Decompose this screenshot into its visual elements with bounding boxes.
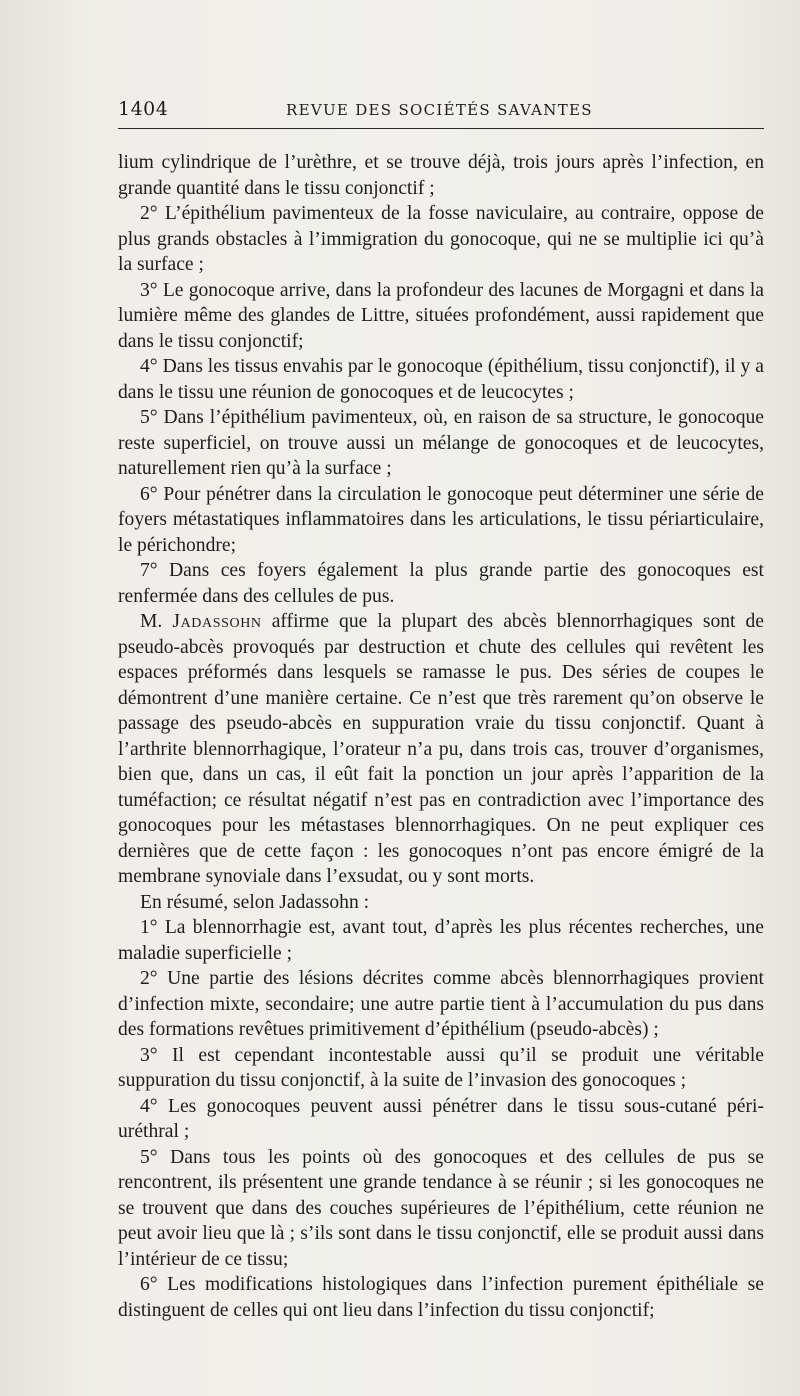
speaker-prefix: M. (140, 611, 163, 632)
header-rule (118, 128, 764, 129)
jadassohn-text: affirme que la plupart des abcès blennorrhagiques sont de pseudo-abcès provoqués par destruction et chute des cellules qui revêtent les espaces préformés dans lesquels se ramasse le pus. Des séries de coupes le démontrent d’une manière certaine. Ce n’est que très rarement qu’on observe le passage des pseudo-abcès en suppuration vraie du tissu conjonctif. Quant à l’arthrite blennorrhagique, l’orateur n’a pu, dans trois cas, trouver d’organismes, bien que, dans un cas, il eût fait la ponction un jour après l’apparition de la tuméfaction; ce résultat négatif n’est pas en contradiction avec l’importance des gonocoques pour les métastases blennorrhagiques. On ne peut expliquer ces dernières que de cette façon : les gonocoques n’ont pas encore émigré de la membrane synoviale dans l’exsudat, ou y sont morts. (118, 611, 765, 887)
finding-2: 2° L’épithélium pavimenteux de la fosse naviculaire, au contraire, oppose de plus grands obstacles à l’immigration du gonocoque, qui ne se multiplie ici qu’à la surface ; (118, 203, 764, 275)
finding-6: 6° Pour pénétrer dans la circulation le gonocoque peut déterminer une série de foyers métastatiques inflammatoires dans les articulations, le tissu périarticulaire, le périchondre; (118, 483, 764, 556)
jadassohn-paragraph (118, 609, 764, 890)
paragraph-continuation: lium cylindrique de l’urèthre, et se trouve déjà, trois jours après l’infection, en grande quantité dans le tissu conjonctif ; (118, 152, 764, 199)
running-title: REVUE DES SOCIÉTÉS SAVANTES (286, 101, 593, 119)
summary-4: 4° Les gonocoques peuvent aussi pénétrer dans le tissu sous-cutané péri-uréthral ; (118, 1095, 764, 1142)
finding-4: 4° Dans les tissus envahis par le gonocoque (épithélium, tissu conjonctif), il y a dans le tissu une réunion de gonocoques et de leucocytes ; (118, 356, 764, 403)
summary-2: 2° Une partie des lésions décrites comme abcès blennorrhagiques provient d’infection mixte, secondaire; une autre partie tient à l’accumulation du pus dans des formations revêtues primitivement d’épithélium (pseudo-abcès) ; (118, 968, 764, 1040)
finding-7: 7° Dans ces foyers également la plus grande partie des gonocoques est renfermée dans des cellules de pus. (118, 560, 764, 607)
summary-intro: En résumé, selon Jadassohn : (140, 891, 370, 913)
body-text (118, 150, 764, 1323)
summary-3: 3° Il est cependant incontestable aussi qu’il se produit une véritable suppuration du tissu conjonctif, à la suite de l’invasion des gonocoques ; (118, 1044, 764, 1091)
finding-5: 5° Dans l’épithélium pavimenteux, où, en raison de sa structure, le gonocoque reste superficiel, on trouve aussi un mélange de gonocoques et de leucocytes, naturellement rien qu’à la surface ; (118, 407, 764, 479)
finding-3: 3° Le gonocoque arrive, dans la profondeur des lacunes de Morgagni et dans la lumière même des glandes de Littre, situées profondément, aussi rapidement que dans le tissu conjonctif; (118, 279, 764, 352)
summary-1: 1° La blennorrhagie est, avant tout, d’après les plus récentes recherches, une maladie superficielle ; (118, 917, 764, 964)
running-header (118, 98, 762, 124)
speaker-name: Jadassohn (172, 611, 262, 632)
page-number: 1404 (118, 98, 169, 120)
summary-5: 5° Dans tous les points où des gonocoques et des cellules de pus se rencontrent, ils présentent une grande tendance à se réunir ; si les gonocoques ne se trouvent que dans des couches supérieures de l’épithélium, cette réunion ne peut avoir lieu que là ; s’ils sont dans le tissu conjonctif, elle se produit aussi dans l’intérieur de ce tissu; (118, 1146, 764, 1270)
summary-6: 6° Les modifications histologiques dans l’infection purement épithéliale se distinguent de celles qui ont lieu dans l’infection du tissu conjonctif; (118, 1274, 764, 1321)
